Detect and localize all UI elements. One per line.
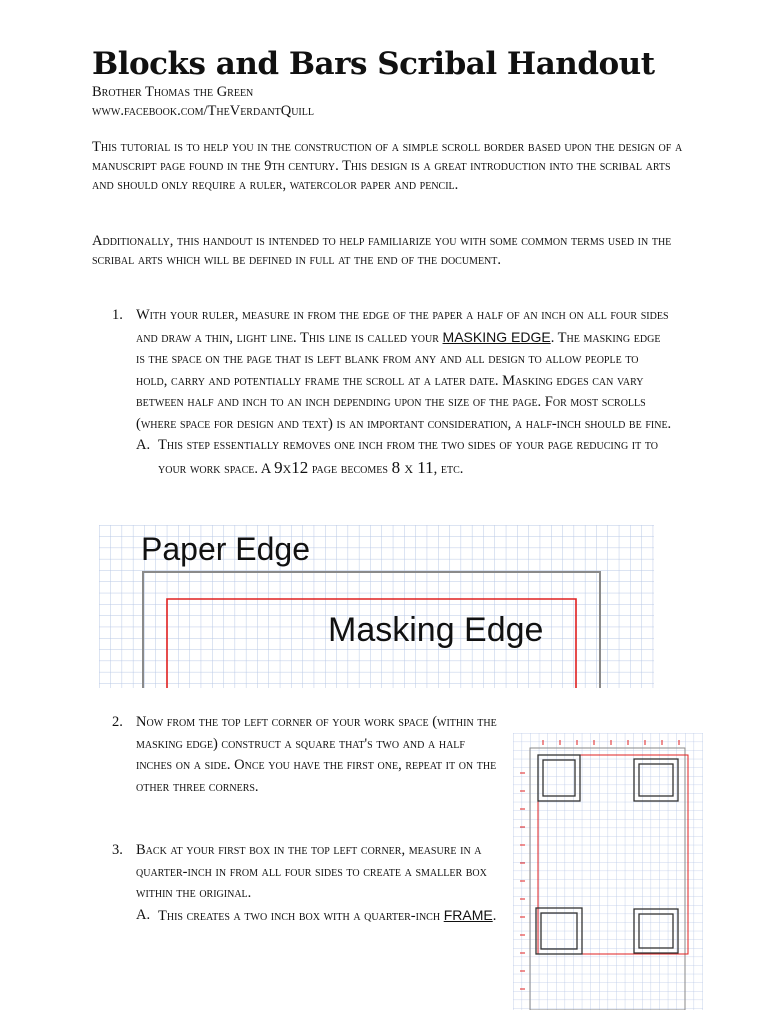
step-text: Back at your first box in the top left corner, measure in a quarter-inch in from all four sides to create a smaller box within the original. <box>136 842 487 901</box>
term-masking-edge: MASKING EDGE <box>442 328 551 345</box>
term-frame: FRAME <box>443 906 493 923</box>
facebook-link[interactable]: www.facebook.com/TheVerdantQuill <box>92 103 314 119</box>
intro-paragraph: This tutorial is to help you in the construction of a simple scroll border based upon the design of a manuscript page found in the 9th century. This design is a great introduction into the scribal arts and should only require a ruler, watercolor paper and pencil. <box>92 139 683 193</box>
sub-letter: A. <box>136 437 151 453</box>
paper-edge-label: Paper Edge <box>141 531 311 567</box>
size-9x12: 9x12 <box>274 457 309 477</box>
sub-text-a: This step essentially removes one inch from the two sides of your page reducing it to your work space. A <box>158 437 659 477</box>
corner-boxes-figure <box>513 733 703 1010</box>
step-number: 3. <box>112 842 123 858</box>
sub-text: This creates a two inch box with a quarter-inch <box>158 907 441 924</box>
masking-edge-label: Masking Edge <box>328 611 544 649</box>
step-text-a: With your ruler, measure in from the edge of the paper a half of an inch on all four sides and draw a thin, light line. This line is called your <box>136 307 669 346</box>
sub-text-c: , etc. <box>433 460 464 477</box>
masking-edge-figure <box>99 525 654 688</box>
document-title: Blocks and Bars Scribal Handout <box>92 46 655 82</box>
step-text: Now from the top left corner of your work space (within the masking edge) construct a square that's two and a half inches on a side. Once you have the first one, repeat it on the other three corners. <box>136 714 497 795</box>
step-number: 2. <box>112 714 123 730</box>
step-3 <box>112 840 502 927</box>
sub-end: . <box>492 907 497 924</box>
author-line: Brother Thomas the Green <box>92 84 254 100</box>
step-text <box>136 305 672 435</box>
sub-step <box>136 435 672 480</box>
sub-text-b: page becomes <box>311 460 388 477</box>
step-number: 1. <box>112 307 123 323</box>
step-text-b: . The masking edge is the space on the page that is left blank from any and all design to allow people to hold, carry and potentially frame the scroll at a later date. Masking edges can vary between half and inch to an inch depending upon the size of the page. For most scrolls (where space for design and text) is an important consideration, a half-inch should be fine. <box>136 329 672 432</box>
step-2 <box>112 712 502 798</box>
sub-letter: A. <box>136 906 151 923</box>
intro-paragraph-2: Additionally, this handout is intended to help familiarize you with some common terms used in the scribal arts which will be defined in full at the end of the document. <box>92 233 672 268</box>
step-1 <box>112 305 672 480</box>
size-8x11: 8 x 11 <box>391 457 434 477</box>
sub-step <box>136 905 502 928</box>
